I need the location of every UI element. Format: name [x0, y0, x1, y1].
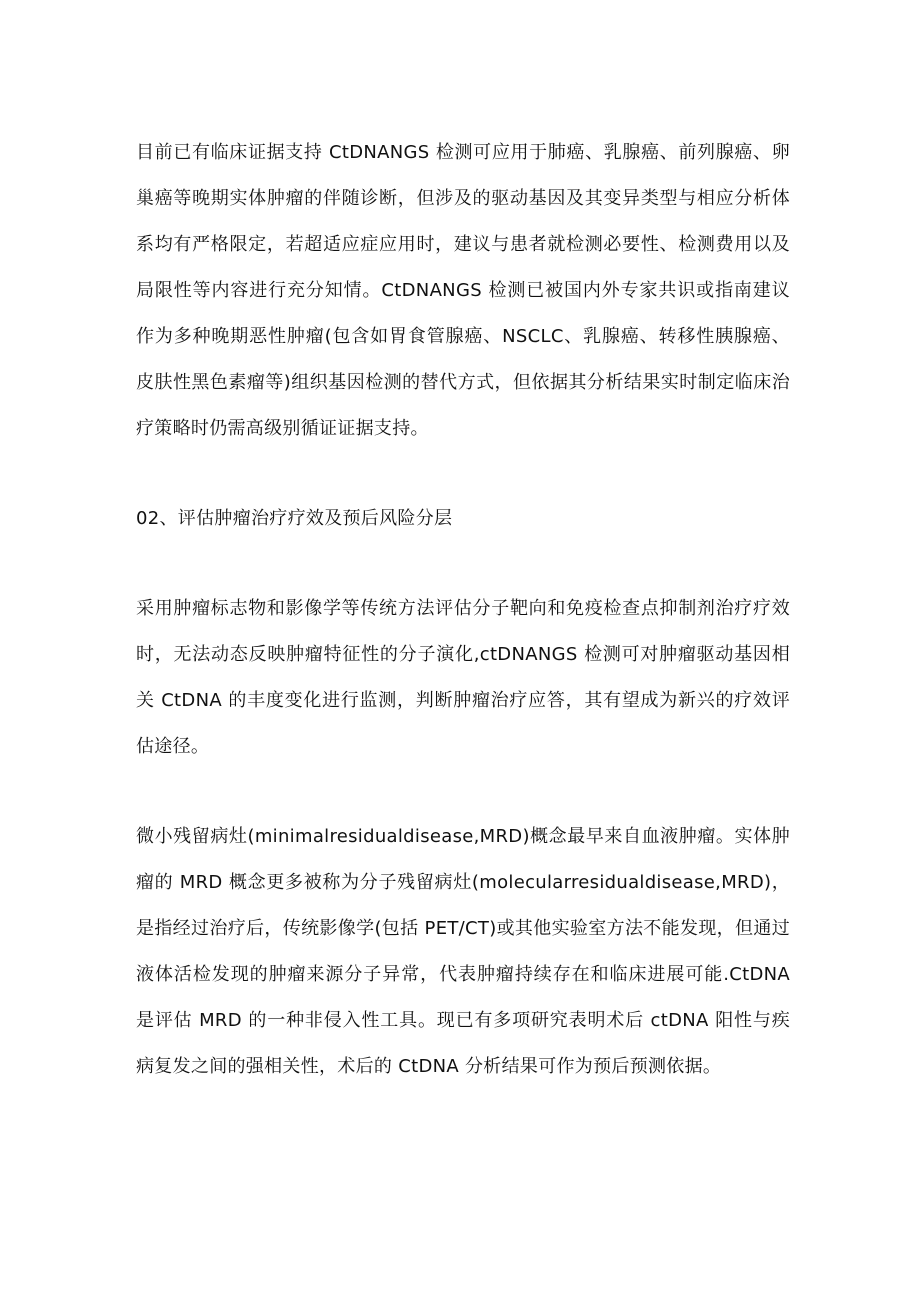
document-body [136, 130, 790, 1090]
paragraph-ctdna-ngs-companion-diagnostics: 目前已有临床证据支持 CtDNANGS 检测可应用于肺癌、乳腺癌、前列腺癌、卵巢癌等晚期实体肿瘤的伴随诊断，但涉及的驱动基因及其变异类型与相应分析体系均有严格限定，若超适应症应用时，建议与患者就检测必要性、检测费用以及局限性等内容进行充分知情。CtDNANGS 检测已被国内外专家共识或指南建议作为多种晚期恶性肿瘤(包含如胃食管腺癌、NSCLC、乳腺癌、转移性胰腺癌、皮肤性黑色素瘤等)组织基因检测的替代方式，但依据其分析结果实时制定临床治疗策略时仍需高级别循证证据支持。 [136, 142, 790, 439]
paragraph-mrd: 微小残留病灶(minimalresidualdisease,MRD)概念最早来自血液肿瘤。实体肿瘤的 MRD 概念更多被称为分子残留病灶(molecularresidualdisease,MRD)，是指经过治疗后，传统影像学(包括 PET/CT)或其他实验室方法不能发现，但通过液体活检发现的肿瘤来源分子异常，代表肿瘤持续存在和临床进展可能.CtDNA 是评估 MRD 的一种非侵入性工具。现已有多项研究表明术后 ctDNA 阳性与疾病复发之间的强相关性，术后的 CtDNA 分析结果可作为预后预测依据。 [136, 826, 790, 1077]
section-heading-efficacy-prognosis: 02、评估肿瘤治疗疗效及预后风险分层 [136, 508, 453, 529]
paragraph-efficacy-monitoring: 采用肿瘤标志物和影像学等传统方法评估分子靶向和免疫检查点抑制剂治疗疗效时，无法动态反映肿瘤特征性的分子演化,ctDNANGS 检测可对肿瘤驱动基因相关 CtDNA 的丰度变化进行监测，判断肿瘤治疗应答，其有望成为新兴的疗效评估途径。 [136, 598, 790, 757]
